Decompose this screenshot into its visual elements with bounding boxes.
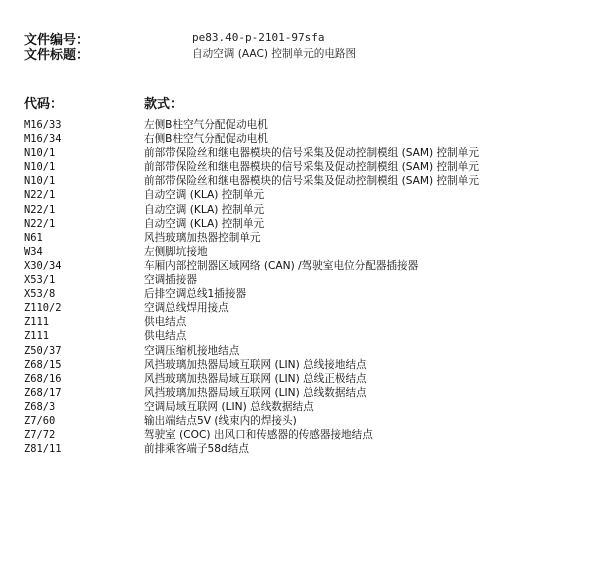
doc-title-value: 自动空调 (AAC) 控制单元的电路图 — [192, 48, 357, 60]
list-item — [24, 301, 594, 315]
list-item — [24, 217, 594, 231]
component-code: W34 — [24, 245, 43, 258]
list-item — [24, 174, 594, 188]
component-code: M16/33 — [24, 119, 62, 131]
component-description: 前部带保险丝和继电器模块的信号采集及促动控制模组 (SAM) 控制单元 — [144, 147, 479, 160]
code-column-header: 代码： — [24, 97, 64, 112]
component-code: N10/1 — [24, 147, 56, 160]
list-item — [24, 344, 594, 358]
component-description: 驾驶室 (COC) 出风口和传感器的传感器接地结点 — [144, 429, 373, 442]
list-item — [24, 442, 594, 456]
component-description: 风挡玻璃加热器局域互联网 (LIN) 总线接地结点 — [144, 358, 367, 371]
component-code: Z7/60 — [24, 414, 56, 427]
component-code: Z7/72 — [24, 429, 56, 442]
component-description: 自动空调 (KLA) 控制单元 — [144, 189, 265, 202]
component-code: M16/34 — [24, 133, 62, 146]
component-description: 自动空调 (KLA) 控制单元 — [144, 203, 265, 216]
doc-title-label: 文件标题： — [24, 48, 90, 63]
component-code: Z81/11 — [24, 443, 62, 456]
list-item — [24, 231, 594, 245]
component-description: 风挡玻璃加热器控制单元 — [144, 231, 261, 244]
component-description: 输出端结点5V (线束内的焊接头) — [144, 414, 297, 427]
component-code: X53/1 — [24, 274, 56, 287]
component-description: 空调局域互联网 (LIN) 总线数据结点 — [144, 400, 314, 413]
component-code: Z68/3 — [24, 400, 56, 413]
list-item — [24, 146, 594, 160]
component-code: Z50/37 — [24, 344, 62, 357]
list-item — [24, 329, 594, 343]
component-code: Z68/16 — [24, 372, 62, 385]
component-code: X30/34 — [24, 259, 62, 272]
component-description: 空调插接器 — [144, 274, 197, 287]
component-description: 供电结点 — [144, 330, 187, 343]
list-item — [24, 428, 594, 442]
component-description: 左侧脚坑接地 — [144, 245, 208, 258]
component-code: N10/1 — [24, 175, 56, 188]
desc-column-header: 款式： — [144, 97, 184, 112]
list-item — [24, 358, 594, 372]
list-item — [24, 132, 594, 146]
doc-number-value: pe83.40-p-2101-97sfa — [192, 31, 325, 44]
component-list — [24, 118, 594, 456]
list-item — [24, 400, 594, 414]
component-code: Z68/15 — [24, 358, 62, 371]
component-description: 后排空调总线1插接器 — [144, 288, 247, 301]
component-code: Z110/2 — [24, 302, 62, 315]
list-item — [24, 118, 594, 132]
list-item — [24, 273, 594, 287]
component-code: N22/1 — [24, 217, 56, 230]
component-code: X53/8 — [24, 288, 56, 301]
component-description: 前部带保险丝和继电器模块的信号采集及促动控制模组 (SAM) 控制单元 — [144, 175, 479, 188]
list-item — [24, 188, 594, 202]
component-code: N61 — [24, 231, 43, 244]
component-code: Z111 — [24, 330, 50, 343]
component-description: 自动空调 (KLA) 控制单元 — [144, 217, 265, 230]
list-item — [24, 259, 594, 273]
component-description: 风挡玻璃加热器局域互联网 (LIN) 总线数据结点 — [144, 386, 367, 399]
component-description: 供电结点 — [144, 316, 187, 329]
component-description: 空调压缩机接地结点 — [144, 344, 240, 357]
component-description: 前部带保险丝和继电器模块的信号采集及促动控制模组 (SAM) 控制单元 — [144, 161, 479, 174]
component-code: N22/1 — [24, 189, 56, 202]
component-description: 前排乘客端子58d结点 — [144, 443, 249, 456]
list-item — [24, 386, 594, 400]
list-item — [24, 315, 594, 329]
component-code: N22/1 — [24, 203, 56, 216]
component-description: 风挡玻璃加热器局域互联网 (LIN) 总线正极结点 — [144, 372, 367, 385]
component-code: Z68/17 — [24, 386, 62, 399]
component-code: N10/1 — [24, 161, 56, 174]
component-description: 左侧B柱空气分配促动电机 — [144, 119, 268, 131]
component-code: Z111 — [24, 316, 50, 329]
component-description: 右侧B柱空气分配促动电机 — [144, 133, 268, 146]
list-item — [24, 245, 594, 259]
list-item — [24, 160, 594, 174]
list-item — [24, 414, 594, 428]
list-item — [24, 203, 594, 217]
list-item — [24, 372, 594, 386]
component-description: 空调总线焊用接点 — [144, 302, 229, 315]
component-description: 车厢内部控制器区域网络 (CAN) /驾驶室电位分配器插接器 — [144, 259, 419, 272]
list-item — [24, 287, 594, 301]
doc-number-label: 文件编号： — [24, 33, 90, 48]
